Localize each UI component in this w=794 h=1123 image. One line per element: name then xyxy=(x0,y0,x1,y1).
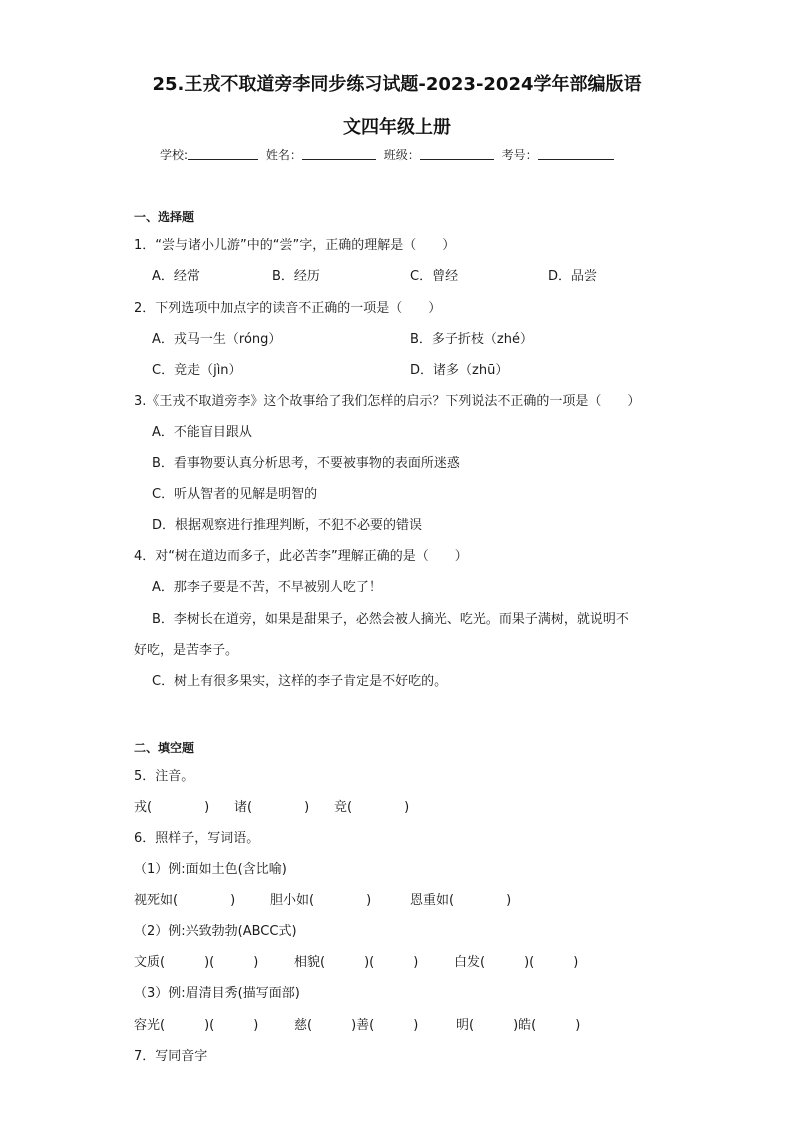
number-label: 考号： xyxy=(501,148,538,162)
q4-option-a[interactable]: A．那李子要是不苦，不早被别人吃了！ xyxy=(152,580,382,595)
q6-g1-item-2[interactable]: 胆小如( ) xyxy=(270,893,372,908)
section-heading-fill: 二、填空题 xyxy=(134,741,195,755)
class-blank[interactable] xyxy=(420,147,494,160)
q6-g1-item-3[interactable]: 恩重如( ) xyxy=(410,893,512,908)
q1-option-a[interactable]: A．经常 xyxy=(152,269,200,284)
q1-option-c[interactable]: C．曾经 xyxy=(410,269,459,284)
q4-option-c[interactable]: C．树上有很多果实，这样的李子肯定是不好吃的。 xyxy=(152,674,448,689)
q3-option-c[interactable]: C．听从智者的见解是明智的 xyxy=(152,487,318,502)
q4-option-b-line1[interactable]: B．李树长在道旁，如果是甜果子，必然会被人摘光、吃光。而果子满树，就说明不 xyxy=(152,612,629,627)
q4-option-b-line2: 好吃，是苦李子。 xyxy=(134,643,239,658)
q5-item-3[interactable]: 竞( ) xyxy=(334,800,410,815)
q6-g2-item-3[interactable]: 白发( )( ) xyxy=(454,955,579,970)
q6-g3-item-2[interactable]: 慈( )善( ) xyxy=(294,1018,419,1033)
q5-item-1[interactable]: 戎( ) xyxy=(134,800,210,815)
page-title-line1: 25.王戎不取道旁李同步练习试题-2023-2024学年部编版语 xyxy=(152,74,642,95)
q2-option-d[interactable]: D．诸多（zhū） xyxy=(410,363,509,378)
question-3: 3.《王戎不取道旁李》这个故事给了我们怎样的启示？下列说法不正确的一项是（ ） xyxy=(134,394,641,409)
q3-option-a[interactable]: A．不能盲目跟从 xyxy=(152,425,252,440)
question-4: 4．对“树在道边而多子，此必苦李”理解正确的是（ ） xyxy=(134,549,468,564)
question-1: 1．“尝与诸小儿游”中的“尝”字，正确的理解是（ ） xyxy=(134,238,456,253)
number-blank[interactable] xyxy=(538,147,614,160)
student-info-row xyxy=(160,146,618,163)
name-label: 姓名： xyxy=(265,148,302,162)
q6-g1-item-1[interactable]: 视死如( ) xyxy=(134,893,236,908)
page-title-line2: 文四年级上册 xyxy=(343,117,451,138)
class-label: 班级： xyxy=(383,148,420,162)
question-2: 2．下列选项中加点字的读音不正确的一项是（ ） xyxy=(134,301,442,316)
q1-option-d[interactable]: D．品尝 xyxy=(548,269,598,284)
name-blank[interactable] xyxy=(302,147,376,160)
section-heading-choice: 一、选择题 xyxy=(134,210,195,224)
q6-example-1: （1）例:面如土色(含比喻) xyxy=(134,862,287,877)
q2-option-b[interactable]: B．多子折枝（zhé） xyxy=(410,332,533,347)
q3-option-d[interactable]: D．根据观察进行推理判断，不犯不必要的错误 xyxy=(152,518,423,533)
q2-option-c[interactable]: C．竞走（jìn） xyxy=(152,363,242,378)
q1-option-b[interactable]: B．经历 xyxy=(272,269,320,284)
q6-g3-item-3[interactable]: 明( )皓( ) xyxy=(456,1018,581,1033)
q6-example-3: （3）例:眉清目秀(描写面部) xyxy=(134,986,300,1001)
q3-option-b[interactable]: B．看事物要认真分析思考，不要被事物的表面所迷惑 xyxy=(152,456,460,471)
q2-option-a[interactable]: A．戎马一生（róng） xyxy=(152,332,282,347)
question-7: 7．写同音字 xyxy=(134,1049,208,1064)
q6-g3-item-1[interactable]: 容光( )( ) xyxy=(134,1018,259,1033)
question-5: 5．注音。 xyxy=(134,769,195,784)
school-label: 学校: xyxy=(160,148,189,162)
q6-g2-item-1[interactable]: 文质( )( ) xyxy=(134,955,259,970)
question-6: 6．照样子，写词语。 xyxy=(134,831,260,846)
school-blank[interactable] xyxy=(188,147,258,160)
q5-item-2[interactable]: 诸( ) xyxy=(234,800,310,815)
q6-g2-item-2[interactable]: 相貌( )( ) xyxy=(294,955,419,970)
q6-example-2: （2）例:兴致勃勃(ABCC式) xyxy=(134,924,297,939)
